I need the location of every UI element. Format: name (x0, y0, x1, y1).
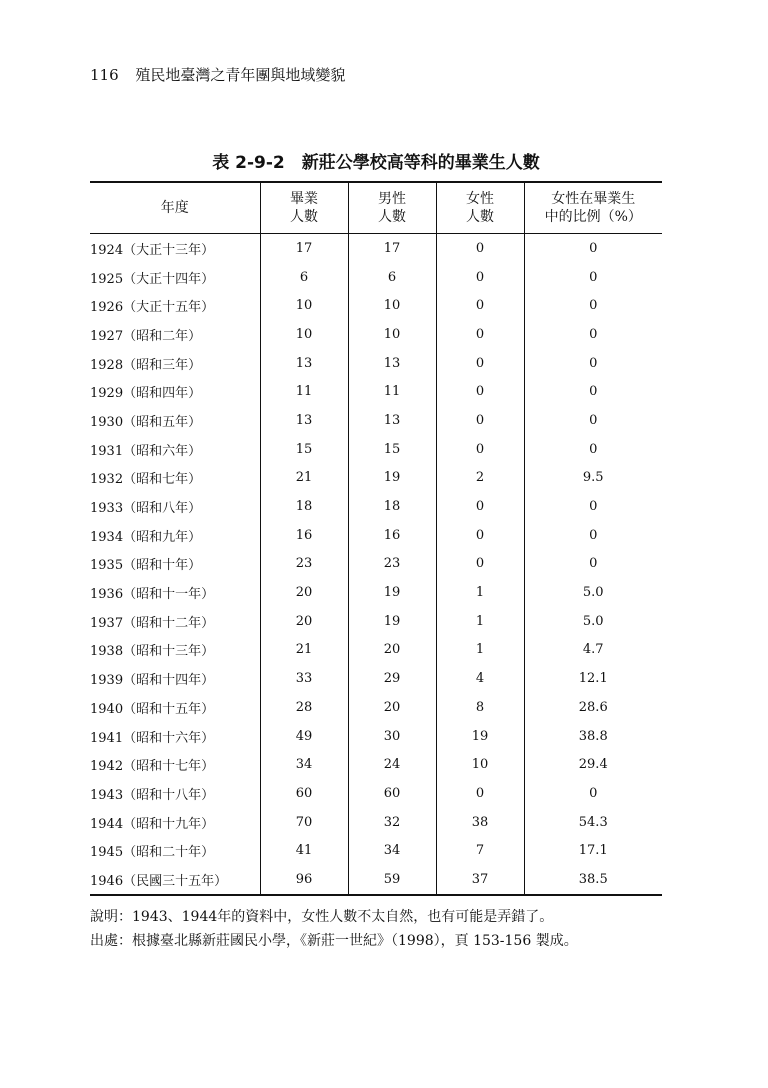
female-ratio-cell: 0 (524, 492, 662, 521)
male-count-cell: 59 (348, 865, 436, 895)
total-graduates-cell: 21 (260, 464, 348, 493)
year-cell: 1942（昭和十七年） (90, 759, 215, 775)
female-ratio-cell: 54.3 (524, 808, 662, 837)
table-title: 表 2-9-2 新莊公學校高等科的畢業生人數 (212, 153, 540, 173)
column-header-label: 女性 (466, 191, 494, 207)
female-count-cell: 0 (436, 521, 524, 550)
table-row (90, 636, 662, 665)
year-cell: 1944（昭和十九年） (90, 816, 215, 832)
male-count-cell: 19 (348, 578, 436, 607)
male-count-cell: 20 (348, 636, 436, 665)
year-cell: 1941（昭和十六年） (90, 730, 215, 746)
total-graduates-cell: 28 (260, 693, 348, 722)
female-count-cell: 19 (436, 722, 524, 751)
year-cell: 1946（民國三十五年） (90, 873, 228, 889)
female-ratio-cell: 38.5 (524, 865, 662, 895)
male-count-cell: 30 (348, 722, 436, 751)
year-cell: 1925（大正十四年） (90, 271, 215, 287)
table-row (90, 406, 662, 435)
table-body (90, 234, 662, 895)
total-graduates-cell: 41 (260, 836, 348, 865)
table-row (90, 291, 662, 320)
female-count-cell: 0 (436, 291, 524, 320)
male-count-cell: 10 (348, 320, 436, 349)
total-graduates-cell: 49 (260, 722, 348, 751)
column-header-label: 女性在畢業生 (551, 191, 636, 207)
total-graduates-cell: 20 (260, 578, 348, 607)
year-cell: 1940（昭和十五年） (90, 701, 215, 717)
total-graduates-cell: 18 (260, 492, 348, 521)
table-row (90, 435, 662, 464)
female-ratio-cell: 5.0 (524, 607, 662, 636)
column-header-label: 畢業 (290, 191, 318, 207)
table-row (90, 808, 662, 837)
female-ratio-cell: 0 (524, 779, 662, 808)
year-cell: 1924（大正十三年） (90, 242, 215, 258)
total-graduates-cell: 33 (260, 664, 348, 693)
year-cell: 1934（昭和九年） (90, 529, 202, 545)
table-row (90, 349, 662, 378)
female-ratio-cell: 0 (524, 435, 662, 464)
year-cell: 1930（昭和五年） (90, 414, 202, 430)
year-cell: 1937（昭和十二年） (90, 615, 215, 631)
total-graduates-cell: 70 (260, 808, 348, 837)
total-graduates-cell: 17 (260, 234, 348, 263)
female-count-cell: 0 (436, 263, 524, 292)
total-graduates-cell: 15 (260, 435, 348, 464)
graduates-table (90, 181, 662, 896)
female-count-cell: 1 (436, 607, 524, 636)
year-cell: 1935（昭和十年） (90, 558, 202, 574)
book-title: 殖民地臺灣之青年團與地域變貌 (135, 66, 346, 84)
female-count-cell: 0 (436, 779, 524, 808)
table-row (90, 320, 662, 349)
column-header-female-ratio (524, 182, 662, 234)
male-count-cell: 6 (348, 263, 436, 292)
female-ratio-cell: 17.1 (524, 836, 662, 865)
male-count-cell: 29 (348, 664, 436, 693)
table-row (90, 263, 662, 292)
female-count-cell: 1 (436, 578, 524, 607)
female-count-cell: 0 (436, 320, 524, 349)
male-count-cell: 60 (348, 779, 436, 808)
male-count-cell: 24 (348, 750, 436, 779)
total-graduates-cell: 11 (260, 377, 348, 406)
total-graduates-cell: 21 (260, 636, 348, 665)
year-cell: 1931（昭和六年） (90, 443, 202, 459)
total-graduates-cell: 60 (260, 779, 348, 808)
female-ratio-cell: 0 (524, 406, 662, 435)
male-count-cell: 19 (348, 464, 436, 493)
column-header-label: 中的比例（%） (544, 209, 642, 225)
male-count-cell: 19 (348, 607, 436, 636)
male-count-cell: 23 (348, 550, 436, 579)
column-header-label: 年度 (160, 200, 189, 216)
female-count-cell: 0 (436, 435, 524, 464)
female-ratio-cell: 0 (524, 263, 662, 292)
female-ratio-cell: 0 (524, 234, 662, 263)
female-count-cell: 8 (436, 693, 524, 722)
male-count-cell: 17 (348, 234, 436, 263)
male-count-cell: 18 (348, 492, 436, 521)
year-cell: 1929（昭和四年） (90, 386, 202, 402)
male-count-cell: 16 (348, 521, 436, 550)
female-ratio-cell: 28.6 (524, 693, 662, 722)
table-row (90, 779, 662, 808)
total-graduates-cell: 13 (260, 349, 348, 378)
table-row (90, 722, 662, 751)
total-graduates-cell: 10 (260, 291, 348, 320)
running-header (90, 64, 345, 85)
table-row (90, 693, 662, 722)
female-ratio-cell: 12.1 (524, 664, 662, 693)
year-cell: 1933（昭和八年） (90, 501, 202, 517)
table-row (90, 836, 662, 865)
table-row (90, 607, 662, 636)
female-ratio-cell: 4.7 (524, 636, 662, 665)
total-graduates-cell: 16 (260, 521, 348, 550)
total-graduates-cell: 96 (260, 865, 348, 895)
year-cell: 1927（昭和二年） (90, 328, 202, 344)
year-cell: 1928（昭和三年） (90, 357, 202, 373)
table-row (90, 464, 662, 493)
female-count-cell: 0 (436, 377, 524, 406)
female-count-cell: 7 (436, 836, 524, 865)
table-notes (90, 905, 578, 953)
table-row (90, 492, 662, 521)
female-count-cell: 0 (436, 349, 524, 378)
male-count-cell: 10 (348, 291, 436, 320)
female-ratio-cell: 0 (524, 550, 662, 579)
table-row (90, 664, 662, 693)
table-header-row (90, 182, 662, 234)
female-ratio-cell: 0 (524, 377, 662, 406)
column-header-total (260, 182, 348, 234)
male-count-cell: 13 (348, 349, 436, 378)
table-row (90, 521, 662, 550)
female-count-cell: 2 (436, 464, 524, 493)
column-header-label: 男性 (378, 191, 406, 207)
female-count-cell: 1 (436, 636, 524, 665)
table-row (90, 234, 662, 263)
female-count-cell: 0 (436, 492, 524, 521)
total-graduates-cell: 13 (260, 406, 348, 435)
total-graduates-cell: 20 (260, 607, 348, 636)
column-header-female (436, 182, 524, 234)
page-number: 116 (90, 66, 119, 84)
year-cell: 1939（昭和十四年） (90, 673, 215, 689)
column-header-label: 人數 (378, 209, 406, 225)
total-graduates-cell: 10 (260, 320, 348, 349)
year-cell: 1936（昭和十一年） (90, 587, 215, 603)
year-cell: 1926（大正十五年） (90, 300, 215, 316)
total-graduates-cell: 6 (260, 263, 348, 292)
female-ratio-cell: 5.0 (524, 578, 662, 607)
table-row (90, 578, 662, 607)
female-ratio-cell: 0 (524, 291, 662, 320)
total-graduates-cell: 34 (260, 750, 348, 779)
female-ratio-cell: 0 (524, 349, 662, 378)
female-count-cell: 0 (436, 550, 524, 579)
male-count-cell: 15 (348, 435, 436, 464)
column-header-label: 人數 (290, 209, 318, 225)
year-cell: 1943（昭和十八年） (90, 787, 215, 803)
table-row (90, 865, 662, 895)
male-count-cell: 20 (348, 693, 436, 722)
female-count-cell: 0 (436, 234, 524, 263)
female-count-cell: 4 (436, 664, 524, 693)
male-count-cell: 34 (348, 836, 436, 865)
male-count-cell: 13 (348, 406, 436, 435)
male-count-cell: 11 (348, 377, 436, 406)
explanation-note: 說明：1943、1944年的資料中，女性人數不太自然，也有可能是弄錯了。 (90, 909, 554, 925)
table-row (90, 750, 662, 779)
year-cell: 1932（昭和七年） (90, 472, 202, 488)
female-ratio-cell: 0 (524, 320, 662, 349)
female-count-cell: 10 (436, 750, 524, 779)
column-header-male (348, 182, 436, 234)
table-row (90, 377, 662, 406)
table-row (90, 550, 662, 579)
total-graduates-cell: 23 (260, 550, 348, 579)
source-note: 出處：根據臺北縣新莊國民小學，《新莊一世紀》（1998），頁 153-156 製成。 (90, 933, 578, 949)
female-ratio-cell: 9.5 (524, 464, 662, 493)
column-header-year (90, 182, 260, 234)
female-ratio-cell: 29.4 (524, 750, 662, 779)
year-cell: 1938（昭和十三年） (90, 644, 215, 660)
female-ratio-cell: 0 (524, 521, 662, 550)
year-cell: 1945（昭和二十年） (90, 845, 215, 861)
female-count-cell: 37 (436, 865, 524, 895)
male-count-cell: 32 (348, 808, 436, 837)
column-header-label: 人數 (466, 209, 494, 225)
female-count-cell: 38 (436, 808, 524, 837)
female-count-cell: 0 (436, 406, 524, 435)
female-ratio-cell: 38.8 (524, 722, 662, 751)
